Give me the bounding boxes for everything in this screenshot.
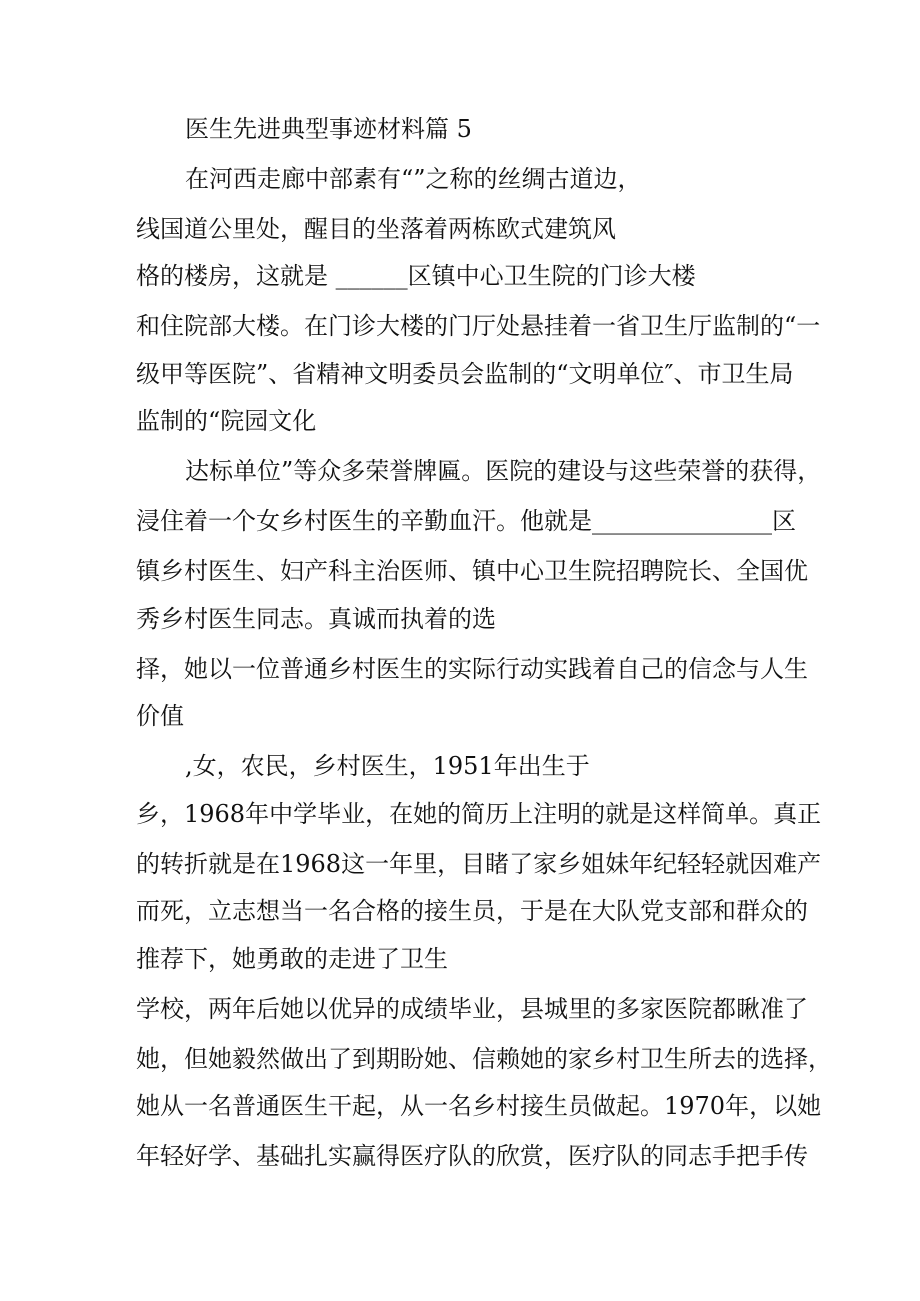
paragraph-line: 她从一名普通医生干起，从一名乡村接生员做起。1970年，以她 (136, 1092, 822, 1120)
paragraph-line: 秀乡村医生同志。真诚而执着的选 (136, 605, 496, 633)
paragraph-line: 级甲等医院”、省精神文明委员会监制的“文明单位″、市卫生局 (136, 360, 794, 388)
paragraph-line: 在河西走廊中部素有“”之称的丝绸古道边， (185, 165, 642, 193)
paragraph-line: 达标单位”等众多荣誉牌匾。医院的建设与这些荣誉的获得， (185, 457, 822, 485)
paragraph-line: 而死，立志想当一名合格的接生员，于是在大队党支部和群众的 (136, 897, 808, 925)
paragraph-line: 的转折就是在1968这一年里，目睹了家乡姐妹年纪轻轻就因难产 (136, 850, 822, 878)
paragraph-line: 线国道公里处，醒目的坐落着两栋欧式建筑风 (136, 215, 616, 243)
paragraph-line: 学校，两年后她以优异的成绩毕业，县城里的多家医院都瞅准了 (136, 995, 808, 1023)
paragraph-line: 监制的“院园文化 (136, 407, 317, 435)
paragraph-line: ,女，农民，乡村医生，1951年出生于 (185, 752, 590, 780)
paragraph-line: 浸住着一个女乡村医生的辛勤血汗。他就是_______________区 (136, 507, 796, 535)
document-title: 医生先进典型事迹材料篇 5 (185, 115, 472, 143)
paragraph-line: 乡，1968年中学毕业，在她的简历上注明的就是这样简单。真正 (136, 800, 822, 828)
paragraph-line: 年轻好学、基础扎实赢得医疗队的欣赏，医疗队的同志手把手传 (136, 1142, 808, 1170)
paragraph-line: 价值 (136, 702, 184, 730)
paragraph-line: 和住院部大楼。在门诊大楼的门厅处悬挂着一省卫生厅监制的“一 (136, 312, 821, 340)
paragraph-line: 择，她以一位普通乡村医生的实际行动实践着自己的信念与人生 (136, 655, 808, 683)
paragraph-line: 她，但她毅然做出了到期盼她、信赖她的家乡村卫生所去的选择， (136, 1045, 832, 1073)
paragraph-line: 镇乡村医生、妇产科主治医师、镇中心卫生院招聘院长、全国优 (136, 557, 808, 585)
paragraph-line: 推荐下，她勇敢的走进了卫生 (136, 945, 448, 973)
paragraph-line: 格的楼房，这就是 ______区镇中心卫生院的门诊大楼 (136, 262, 696, 290)
